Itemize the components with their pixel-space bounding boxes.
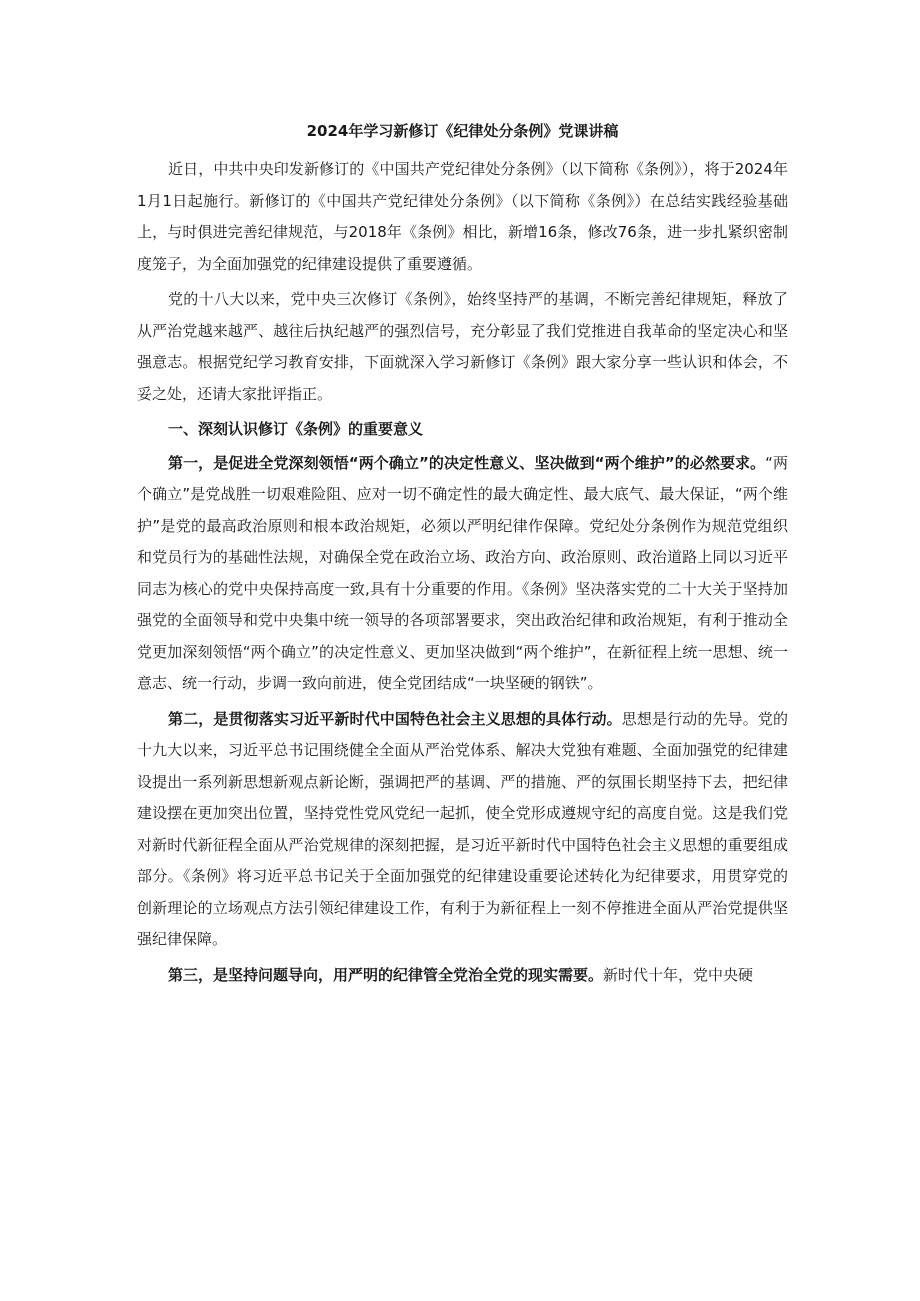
point-paragraph-3 bbox=[137, 960, 788, 992]
intro-paragraph-1: 近日，中共中央印发新修订的《中国共产党纪律处分条例》（以下简称《条例》），将于2024年1月1日起施行。新修订的《中国共产党纪律处分条例》（以下简称《条例》）在总结实践经验基础上，与时俱进完善纪律规范，与2018年《条例》相比，新增16条，修改76条，进一步扎紧织密制度笼子，为全面加强党的纪律建设提供了重要遵循。 bbox=[137, 160, 788, 273]
section-heading: 一、深刻认识修订《条例》的重要意义 bbox=[168, 420, 424, 438]
point-body-1: “两个确立”是党战胜一切艰难险阻、应对一切不确定性的最大确定性、最大底气、最大保证，“两个维护”是党的最高政治原则和根本政治规矩，必须以严明纪律作保障。党纪处分条例作为规范党组织和党员行为的基础性法规，对确保全党在政治立场、政治方向、政治原则、政治道路上同以习近平同志为核心的党中央保持高度一致,具有十分重要的作用。《条例》坚决落实党的二十大关于坚持加强党的全面领导和党中央集中统一领导的各项部署要求，突出政治纪律和政治规矩，有利于推动全党更加深刻领悟“两个确立”的决定性意义、更加坚决做到“两个维护”，在新征程上统一思想、统一意志、统一行动，步调一致向前进，使全党团结成“一块坚硬的钢铁”。 bbox=[137, 453, 788, 692]
point-lead-3: 第三，是坚持问题导向，用严明的纪律管全党治全党的现实需要。 bbox=[168, 965, 604, 984]
point-lead-1: 第一，是促进全党深刻领悟“两个确立”的决定性意义、坚决做到“两个维护”的必然要求。 bbox=[168, 453, 766, 472]
document-title: 2024年学习新修订《纪律处分条例》党课讲稿 bbox=[306, 122, 619, 140]
intro-paragraph-2: 党的十八大以来，党中央三次修订《条例》，始终坚持严的基调，不断完善纪律规矩，释放了从严治党越来越严、越往后执纪越严的强烈信号，充分彰显了我们党推进自我革命的坚定决心和坚强意志。根据党纪学习教育安排，下面就深入学习新修订《条例》跟大家分享一些认识和体会，不妥之处，还请大家批评指正。 bbox=[137, 290, 788, 403]
point-paragraph-1 bbox=[137, 448, 788, 700]
point-body-3: 新时代十年，党中央硬 bbox=[603, 965, 754, 984]
point-body-2: 思想是行动的先导。党的十九大以来，习近平总书记围绕健全全面从严治党体系、解决大党独有难题、全面加强党的纪律建设提出一系列新思想新观点新论断，强调把严的基调、严的措施、严的氛围长期坚持下去，把纪律建设摆在更加突出位置，坚持党性党风党纪一起抓，使全党形成遵规守纪的高度自觉。这是我们党对新时代新征程全面从严治党规律的深刻把握，是习近平新时代中国特色社会主义思想的重要组成部分。《条例》将习近平总书记关于全面加强党的纪律建设重要论述转化为纪律要求，用贯穿党的创新理论的立场观点方法引领纪律建设工作，有利于为新征程上一刻不停推进全面从严治党提供坚强纪律保障。 bbox=[137, 709, 788, 948]
point-paragraph-2 bbox=[137, 704, 788, 956]
point-lead-2: 第二，是贯彻落实习近平新时代中国特色社会主义思想的具体行动。 bbox=[168, 709, 622, 728]
document-page bbox=[137, 112, 788, 995]
